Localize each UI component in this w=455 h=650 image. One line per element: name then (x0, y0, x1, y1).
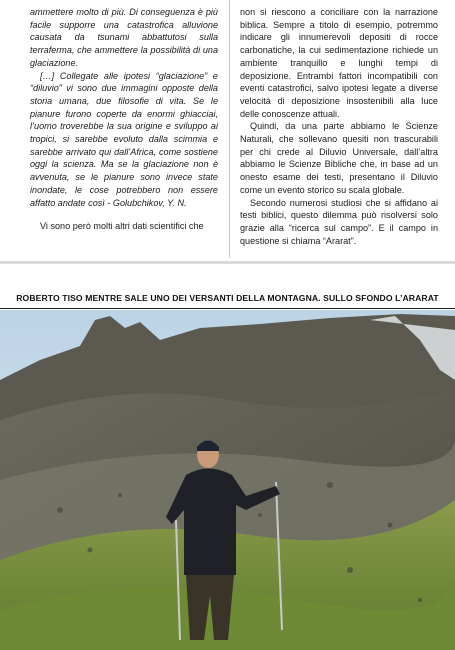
hiker-mountain-photo (0, 310, 455, 650)
quote-paragraph-1: ammettere molto di più. Di conseguenza è più facile supporre una catastrofica alluvione causata da tsunami abbattutosi sulla terraferma, che ammettere la possibilità di una glaciazione. (30, 7, 218, 68)
photo-caption: ROBERTO TISO MENTRE SALE UNO DEI VERSANTI DELLA MONTAGNA. SULLO SFONDO L’ARARAT (16, 293, 439, 303)
body-paragraph-3: Secondo numerosi studiosi che si affidano ai testi biblici, questo dilemma può risolversi solo grazie alla “ricerca sul campo”. E il campo in questione si chiama “Ararat”. (240, 197, 438, 246)
right-text-column (240, 6, 438, 247)
left-text-column (30, 6, 218, 233)
body-paragraph-1: non si riescono a conciliare con la narrazione biblica. Sempre a titolo di esempio, potremmo indicare gli innumerevoli depositi di rocce carbonatiche, la cui sedimentazione richiede un ambiente tranquillo e lunghi tempi di deposizione. Entrambi fattori incompatibili con eventi catastrofici, salvo ipotesi legate a diverse velocità di deposizione insostenibili alla luce delle conoscenze attuali. (240, 7, 438, 119)
body-paragraph: Vi sono però molti altri dati scientifici che (40, 221, 204, 232)
section-band (0, 261, 455, 264)
caption-rule (0, 308, 455, 309)
body-paragraph-2: Quindi, da una parte abbiamo le Scienze Naturali, che sollevano quesiti non trascurabili per chi crede al Diluvio Universale, dall’altra abbiamo le Scienze Bibliche che, in base ad un onesto esame dei testi, presentano il Diluvio come un evento storico su scala globale. (240, 121, 438, 195)
column-divider (229, 0, 230, 258)
quote-paragraph-2: […] Collegate alle ipotesi “glaciazione” e “diluvio” vi sono due immagini opposte della storia umana, due filosofie di vita. Se le pianure furono coperte da enormi ghiacciai, l’uomo troverebbe la sua origine e sviluppo ai tropici, si sarebbe evoluto dalla scimmia e sarebbe arrivato qui dall’Africa, come sostiene oggi la scienza. Ma se la glaciazione non è avvenuta, se le pianure sono invece state inondate, le cose potrebbero non essere affatto andate così - Golubchikov, Y. N. (30, 70, 218, 208)
